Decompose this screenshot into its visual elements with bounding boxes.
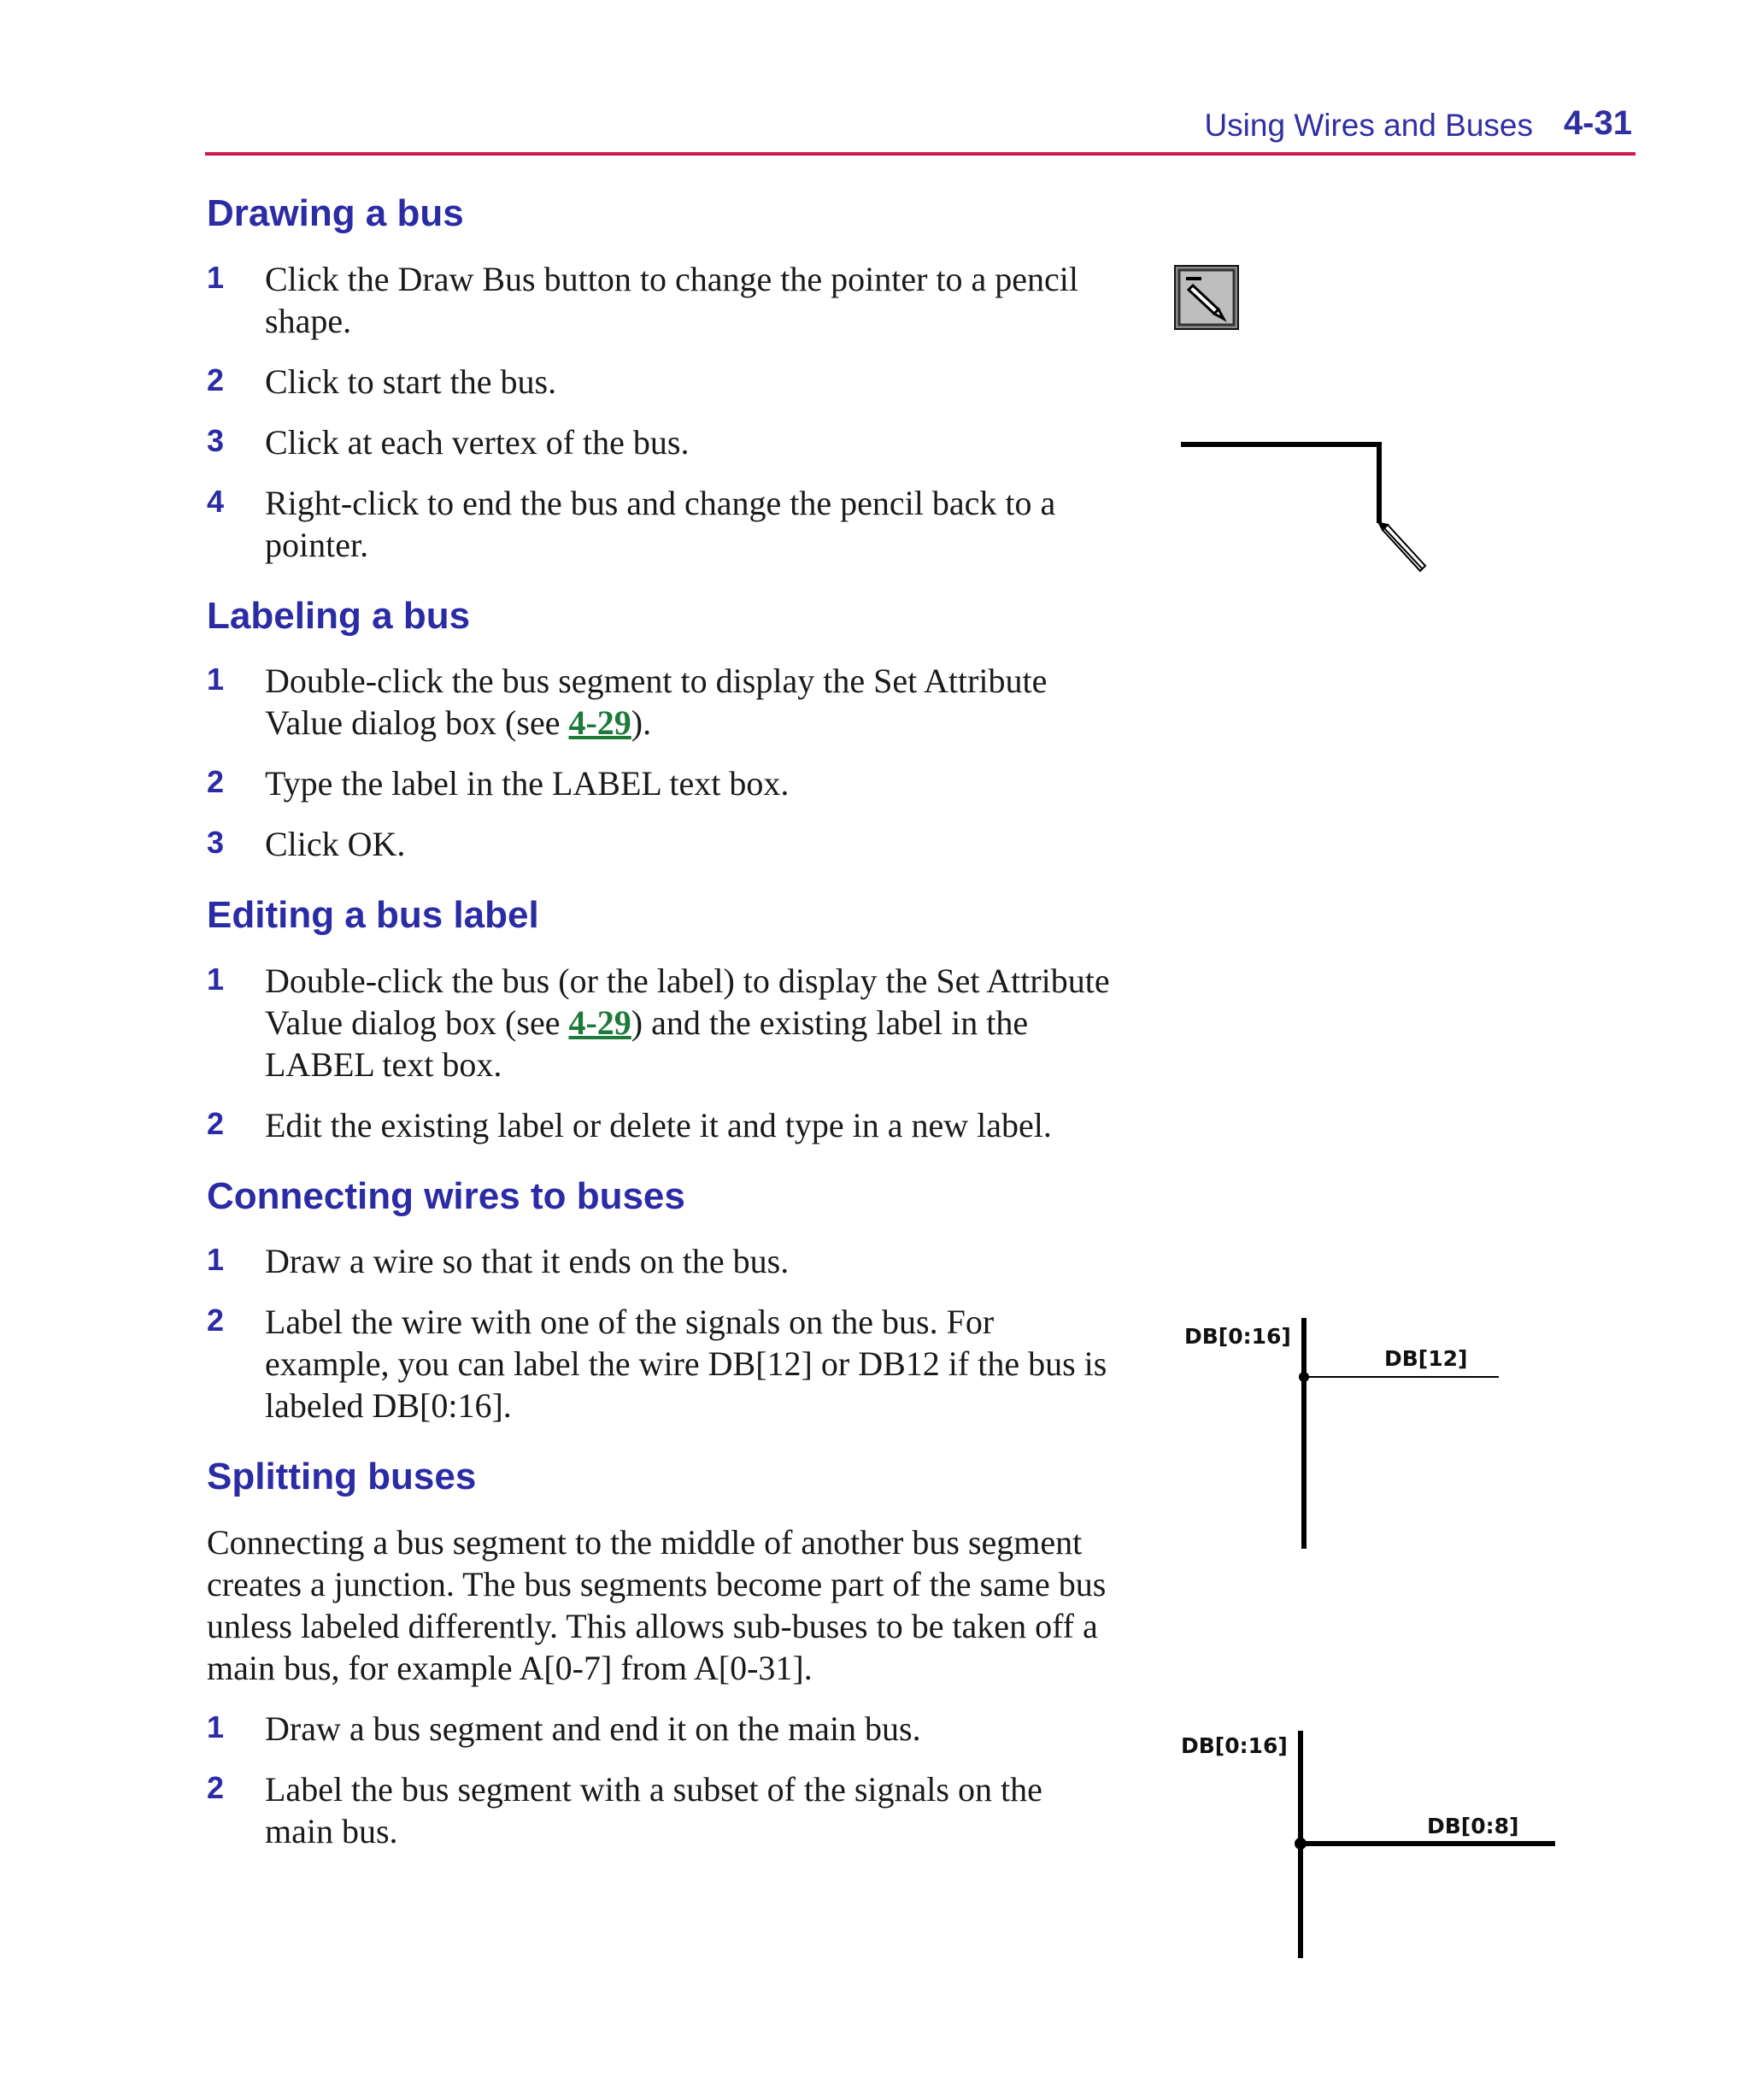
step-item [207, 960, 1117, 1085]
step-number: 2 [207, 1105, 225, 1141]
wire-connection-diagram [1179, 1308, 1504, 1556]
heading-labeling-a-bus: Labeling a bus [207, 594, 471, 637]
heading-splitting-buses: Splitting buses [207, 1456, 477, 1498]
step-text: Label the bus segment with a subset of the signals on the main bus. [265, 1769, 1042, 1850]
bus-label: DB[0:16] [1184, 1324, 1291, 1349]
splitting-paragraph: Connecting a bus segment to the middle of another bus segment creates a junction. The bus segments become part of the same bus unless labeled differently. This allows sub-buses to be taken off a main bus, for example A[0-7] from A[0-31]. [207, 1522, 1107, 1687]
step-number: 1 [207, 1709, 225, 1744]
main-bus-label: DB[0:16] [1181, 1733, 1288, 1758]
header-page-number: 4-31 [1563, 104, 1632, 142]
step-text: Click at each vertex of the bus. [265, 422, 690, 462]
draw-bus-button[interactable] [1174, 265, 1239, 330]
step-text: Type the label in the LABEL text box. [265, 764, 790, 803]
step-number: 2 [207, 764, 225, 800]
step-item [207, 1104, 1117, 1146]
step-text-start: Double-click the bus (or the label) to display the Set Attribute Value dialog box (see [265, 961, 1110, 1042]
step-text: Click the Draw Bus button to change the pointer to a pencil shape. [265, 259, 1078, 340]
section-connecting-wires [207, 1175, 1117, 1427]
heading-drawing-a-bus: Drawing a bus [207, 192, 464, 234]
heading-connecting-wires: Connecting wires to buses [207, 1174, 685, 1217]
wire-label: DB[12] [1384, 1346, 1468, 1371]
step-item [207, 421, 1117, 463]
pencil-icon [1174, 265, 1239, 330]
step-item [207, 660, 1117, 744]
step-number: 1 [207, 961, 225, 997]
step-item [207, 1301, 1117, 1426]
step-number: 3 [207, 422, 225, 458]
page-content [207, 192, 1117, 1881]
step-item [207, 1708, 1117, 1750]
step-text: Draw a bus segment and end it on the main bus. [265, 1709, 921, 1748]
step-text: Click to start the bus. [265, 362, 557, 401]
bus-with-pencil-diagram [1177, 438, 1442, 579]
step-item [207, 762, 1117, 804]
step-text-end: ) and the existing label in the LABEL text box. [265, 1003, 1029, 1084]
step-number: 1 [207, 662, 225, 697]
step-item [207, 1240, 1117, 1282]
header-section-title: Using Wires and Buses [1204, 108, 1533, 143]
sub-bus-label: DB[0:8] [1427, 1814, 1519, 1838]
step-number: 2 [207, 362, 225, 397]
step-number: 2 [207, 1303, 225, 1338]
step-number: 1 [207, 259, 225, 295]
bus-drawing-illustration [1177, 438, 1442, 579]
step-text: Draw a wire so that it ends on the bus. [265, 1242, 790, 1281]
page-reference-link[interactable]: 4-29 [568, 703, 631, 743]
step-text [265, 660, 1117, 744]
step-text-start: Double-click the bus segment to display the Set Attribute Value dialog box (see [265, 662, 1048, 743]
section-drawing-a-bus [207, 192, 1117, 566]
section-labeling-a-bus [207, 595, 1117, 866]
step-text-end: ). [631, 703, 652, 743]
page-header [205, 101, 1635, 156]
section-editing-a-bus-label [207, 894, 1117, 1146]
step-text: Label the wire with one of the signals on the bus. For example, you can label the wire DB[12] or DB12 if the bus is labeled DB[0:16]. [265, 1303, 1107, 1426]
step-number: 4 [207, 483, 225, 519]
step-text: Click OK. [265, 825, 406, 864]
section-splitting-buses [207, 1456, 1117, 1852]
pencil-cursor-icon [1379, 523, 1425, 571]
step-item [207, 258, 1117, 342]
step-item [207, 1768, 1117, 1852]
step-number: 1 [207, 1242, 225, 1278]
step-item [207, 823, 1117, 865]
bus-split-diagram [1179, 1722, 1564, 1962]
step-text [265, 960, 1117, 1085]
step-item [207, 361, 1117, 403]
step-text: Edit the existing label or delete it and type in a new label. [265, 1105, 1052, 1144]
step-number: 3 [207, 825, 225, 861]
step-text: Right-click to end the bus and change the pencil back to a pointer. [265, 483, 1056, 564]
step-number: 2 [207, 1769, 225, 1805]
page-reference-link[interactable]: 4-29 [568, 1003, 631, 1042]
step-item [207, 482, 1117, 566]
heading-editing-a-bus-label: Editing a bus label [207, 894, 539, 937]
